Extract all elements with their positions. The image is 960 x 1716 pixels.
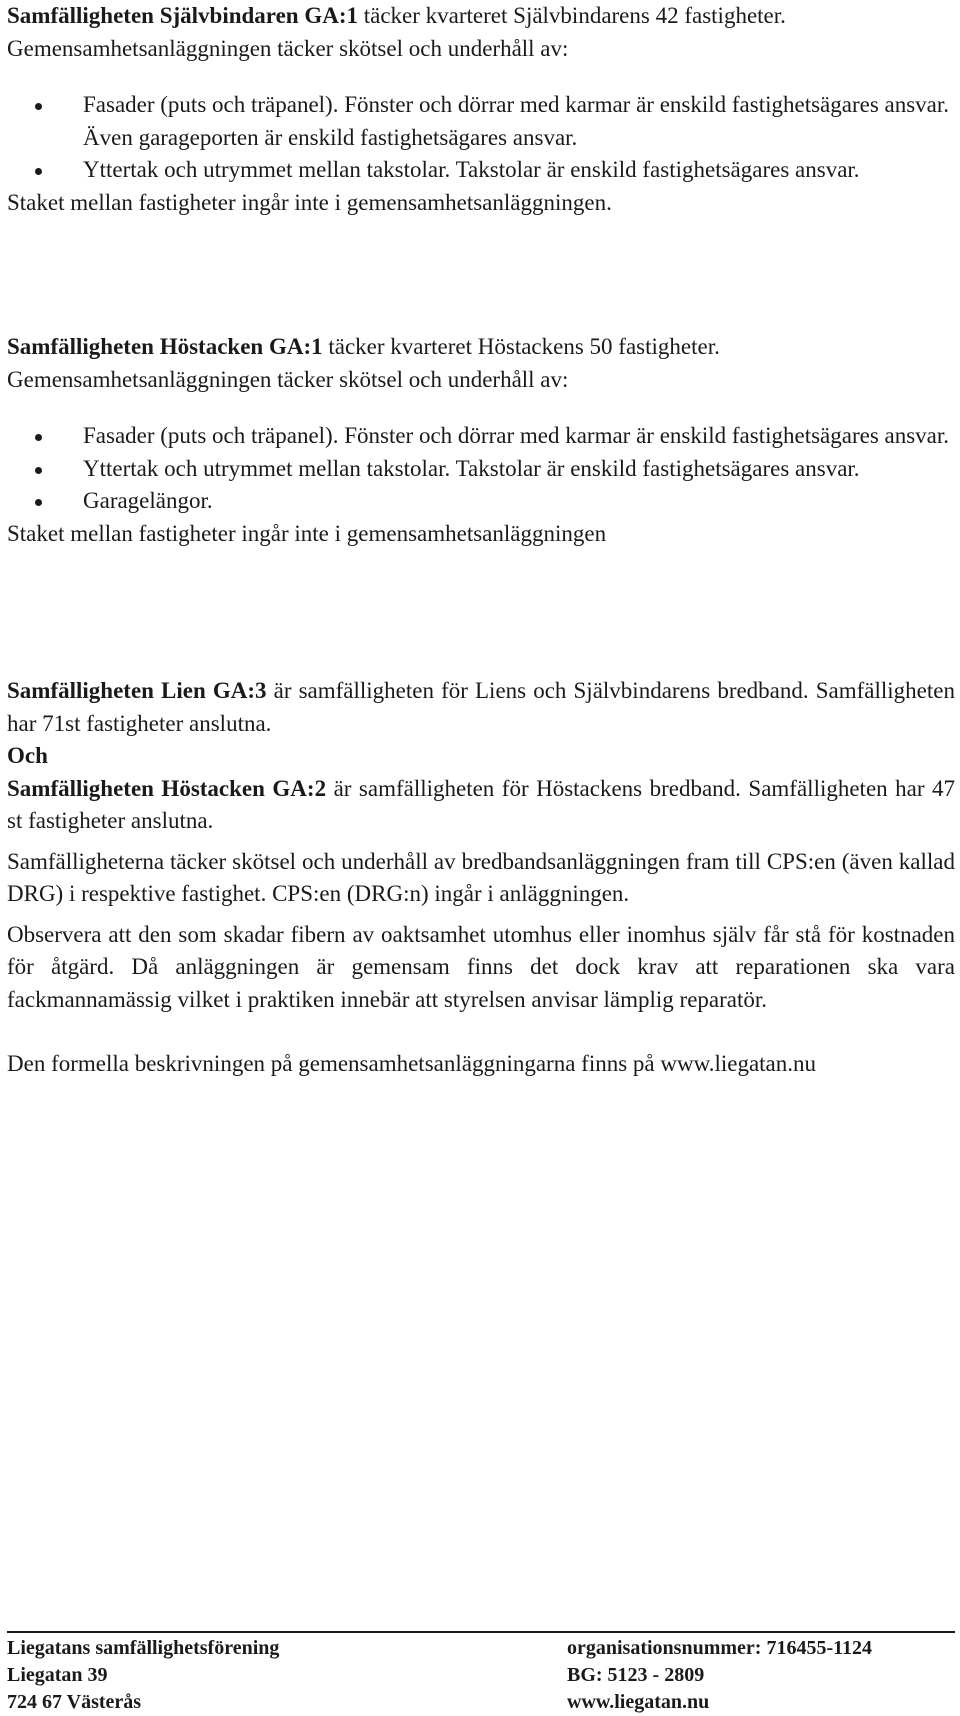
list-item: Yttertak och utrymmet mellan takstolar. Takstolar är enskild fastighetsägares ansvar. (7, 154, 955, 187)
fence-note: Staket mellan fastigheter ingår inte i gemensamhetsanläggningen (7, 520, 607, 546)
website-link[interactable]: www.liegatan.nu (567, 1691, 710, 1713)
lien-paragraph: Samfälligheten Lien GA:3 är samfälligheten för Liens och Självbindarens bredband. Samfälligheten har 71st fastigheter anslutna. (7, 678, 955, 736)
hostacken-paragraph: Samfälligheten Höstacken GA:2 är samfälligheten för Höstackens bredband. Samfälligheten har 47 st fastigheter anslutna. (7, 775, 955, 833)
maintenance-list (7, 89, 955, 187)
list-item: Yttertak och utrymmet mellan takstolar. Takstolar är enskild fastighetsägares ansvar. (7, 453, 955, 486)
footer (7, 1631, 955, 1716)
association-name: Samfälligheten Höstacken GA:2 (7, 775, 327, 801)
section-subtitle: Gemensamhetsanläggningen täcker skötsel och underhåll av: (7, 35, 569, 61)
org-number: organisationsnummer: 716455-1124 (567, 1637, 872, 1659)
coverage-paragraph: Samfälligheterna täcker skötsel och underhåll av bredbandsanläggningen fram till CPS:en (även kallad DRG) i respektive fastighet. CPS:en (DRG:n) ingår i anläggningen. (7, 848, 955, 906)
postal-address: 724 67 Västerås (7, 1691, 142, 1713)
section-subtitle: Gemensamhetsanläggningen täcker skötsel och underhåll av: (7, 366, 569, 392)
street-address: Liegatan 39 (7, 1664, 108, 1686)
list-item: Fasader (puts och träpanel). Fönster och dörrar med karmar är enskild fastighetsägares ansvar. (7, 420, 955, 453)
section-sjalvbindaren (7, 0, 955, 219)
section-hostacken (7, 331, 955, 550)
association-name: Samfälligheten Lien GA:3 (7, 678, 267, 703)
damage-paragraph: Observera att den som skadar fibern av oaktsamhet utomhus eller inomhus själv får stå för kostnaden för åtgärd. Då anläggningen är gemensam finns det dock krav att reparationen ska vara fackmannamässig vilket i praktiken innebär att styrelsen anvisar lämplig reparatör. (7, 921, 955, 1012)
bankgiro: BG: 5123 - 2809 (567, 1664, 705, 1686)
section-broadband (7, 675, 955, 1081)
list-item: Fasader (puts och träpanel). Fönster och dörrar med karmar är enskild fastighetsägares ansvar. Även garageporten är enskild fastighetsägares ansvar. (7, 89, 955, 154)
och-label: Och (7, 743, 48, 768)
list-item: Garagelängor. (7, 485, 955, 518)
section-intro: Samfälligheten Höstacken GA:1 täcker kvarteret Höstackens 50 fastigheter. (7, 334, 720, 359)
association-name: Samfälligheten Självbindaren GA:1 (7, 3, 358, 28)
fence-note: Staket mellan fastigheter ingår inte i gemensamhetsanläggningen. (7, 189, 612, 215)
org-name: Liegatans samfällighetsförening (7, 1637, 280, 1659)
section-intro: Samfälligheten Självbindaren GA:1 täcker kvarteret Självbindarens 42 fastigheter. (7, 3, 786, 28)
association-name: Samfälligheten Höstacken GA:1 (7, 334, 323, 359)
maintenance-list (7, 420, 955, 518)
description-paragraph: Den formella beskrivningen på gemensamhetsanläggningarna finns på www.liegatan.nu (7, 1051, 817, 1076)
